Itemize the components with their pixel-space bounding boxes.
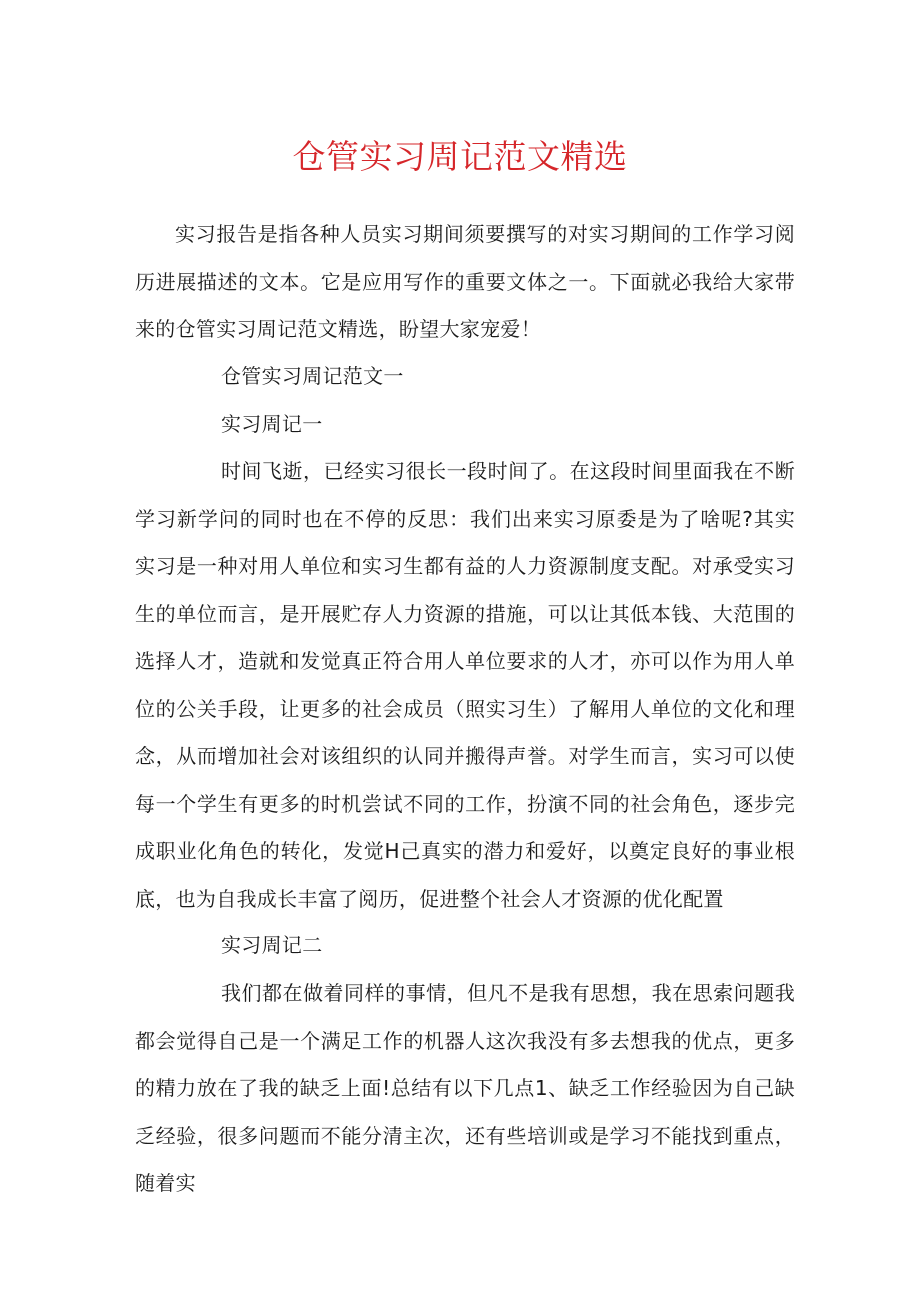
- week1-heading: 实习周记一: [221, 412, 323, 436]
- week1-paragraph: 时间飞逝，已经实习很长一段时间了。在这段时间里面我在不断学习新学问的同时也在不停的反思：我们出来实习原委是为了啥呢?其实实习是一种对用人单位和实习生都有益的人力资源制度支配。对承受实习生的单位而言，是开展贮存人力资源的措施，可以让其低本钱、大范围的选择人才，造就和发觉真正符合用人单位要求的人才，亦可以作为用人单位的公关手段，让更多的社会成员（照实习生）了解用人单位的文化和理念，从而增加社会对该组织的认同并搬得声誉。对学生而言，实习可以使每一个学生有更多的时机尝试不同的工作，扮演不同的社会角色，逐步完成职业化角色的转化，发觉H己真实的潜力和爱好，以奠定良好的事业根底，也为自我成长丰富了阅历，促进整个社会人才资源的优化配置: [135, 459, 795, 911]
- intro-paragraph: 实习报告是指各种人员实习期间须要撰写的对实习期间的工作学习阅历进展描述的文本。它是应用写作的重要文体之一。下面就必我给大家带来的仓管实习周记范文精选，盼望大家宠爱！: [135, 222, 795, 341]
- week2-paragraph: 我们都在做着同样的事情，但凡不是我有思想，我在思索问题我都会觉得自己是一个满足工作的机器人这次我没有多去想我的优点，更多的精力放在了我的缺乏上面!总结有以下几点1、缺乏工作经验因为自己缺乏经验，很多问题而不能分清主次，还有些培训或是学习不能找到重点，随着实: [135, 981, 795, 1195]
- document-title: 仓管实习周记范文精选: [292, 137, 628, 176]
- week2-heading: 实习周记二: [221, 933, 323, 957]
- section-title: 仓管实习周记范文一: [221, 364, 404, 388]
